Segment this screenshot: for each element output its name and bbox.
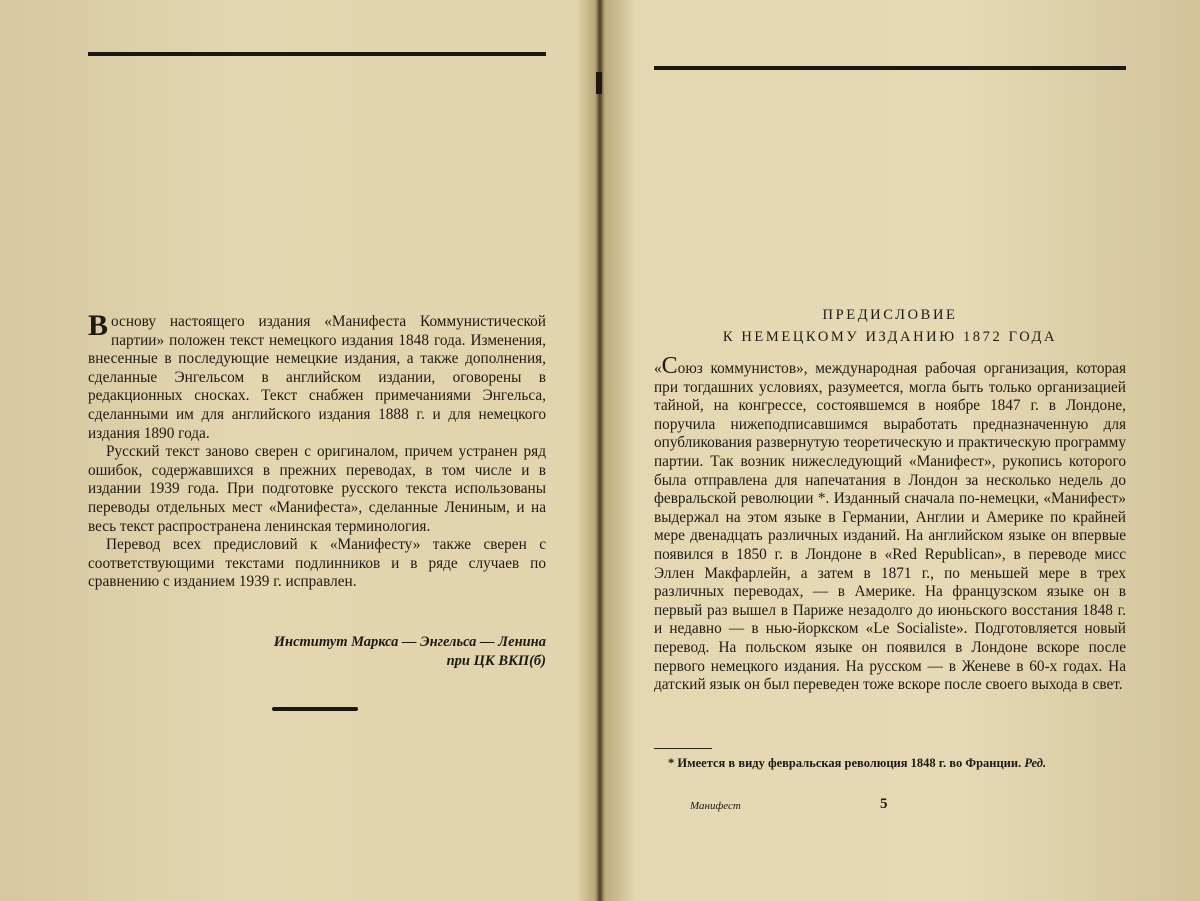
paragraph: Перевод всех предисловий к «Манифесту» также сверен с соответствующими текстами подлинников и в ряде случаев по сравнению с изданием 1939 г. исправлен. [88, 536, 546, 591]
ornament-rule [272, 707, 358, 711]
institute-signature [250, 633, 546, 671]
paragraph: Русский текст заново сверен с оригиналом, причем устранен ряд ошибок, содержавшихся в прежних переводах, в том числе и в издании 1939 года. При подготовке русского текста использованы переводы отдельных мест «Манифеста», сделанные Лениным, и на весь текст распространена ленинская терминология. [88, 443, 546, 535]
paragraph: «Союз коммунистов», международная рабочая организация, которая при тогдашних условиях, разумеется, могла быть только организацией тайной, на конгрессе, состоявшемся в ноябре 1847 г. в Лондоне, поручила нижеподписавшимся выработать предназначенную для опубликования развернутую теоретическую и практическую программу партии. Так возник нижеследующий «Манифест», рукопись которого была отправлена для напечатания в Лондон за несколько недель до февральской революции *. Изданный сначала по-немецки, «Манифест» выдержал на этом языке в Германии, Англии и Америке по крайней мере двенадцать различных изданий. На английском языке он впервые появился в 1850 г. в Лондоне в «Red Republican», в переводе мисс Эллен Макфарлейн, а затем в 1871 г., по меньшей мере в трех различных переводах, — в Америке. На французском языке он в первый раз вышел в Париже незадолго до июньского восстания 1848 г. и недавно — в нью-йоркском «Le Socialiste». Подготовляется новый перевод. На польском языке он появился в Лондоне вскоре после первого немецкого издания. На русском — в Женеве в 60-х годах. На датский язык он был переведен тоже вскоре после своего выхода в свет. [654, 353, 1126, 694]
heading-line: К НЕМЕЦКОМУ ИЗДАНИЮ 1872 ГОДА [722, 329, 1058, 345]
page-number: 5 [880, 796, 888, 812]
paragraph: Воснову настоящего издания «Манифеста Коммунистической партии» положен текст немецкого издания 1848 года. Изменения, внесенные в последующие немецкие издания, а также дополнения, сделанные Энгельсом в английском издании, оговорены в редакционных сносках. Текст снабжен примечаниями Энгельса, сделанными им для английского издания 1888 г. и для немецкого издания 1890 года. [88, 309, 546, 442]
binding-mark [596, 72, 602, 94]
drop-cap: В [88, 309, 109, 342]
left-page-text [88, 309, 546, 592]
right-page [602, 0, 1200, 901]
footnote-editor: Ред. [1024, 756, 1047, 770]
left-page [0, 0, 598, 901]
signature-line: Институт Маркса — Энгельса — Ленина [273, 634, 546, 650]
heading-line: ПРЕДИСЛОВИЕ [822, 307, 958, 323]
drop-cap: С [661, 353, 678, 379]
top-rule [88, 52, 546, 56]
footnote-rule [654, 748, 712, 749]
signature-line: при ЦК ВКП(б) [446, 653, 546, 669]
signature-mark: Манифест [690, 800, 741, 812]
footnote: * Имеется в виду февральская революция 1848 г. во Франции. Ред. [668, 756, 1047, 770]
top-rule [654, 66, 1126, 70]
right-page-text [654, 353, 1126, 695]
section-heading [654, 304, 1126, 348]
